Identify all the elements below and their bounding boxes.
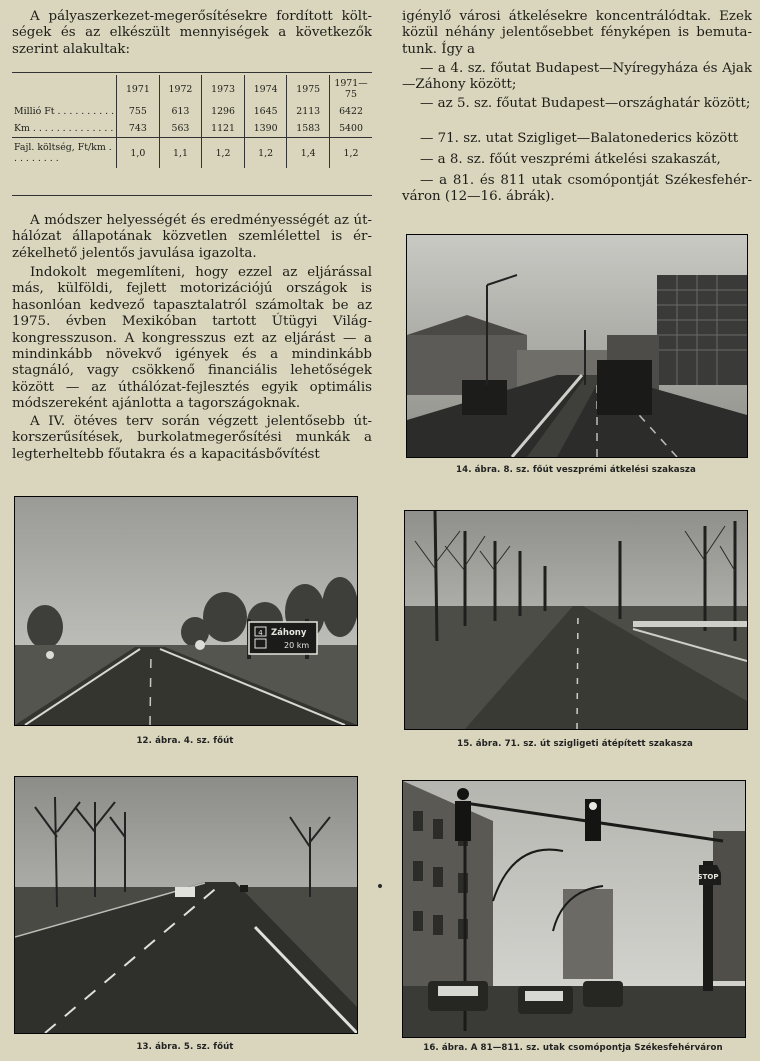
table-row bbox=[12, 103, 372, 120]
table-cell: 6422 bbox=[330, 103, 373, 120]
table-header-cell: 1971 bbox=[117, 75, 160, 103]
table-header-cell: 1975 bbox=[287, 75, 330, 103]
table-bottom-rule bbox=[12, 195, 372, 196]
sign-distance: 20 km bbox=[284, 641, 310, 650]
intro-paragraph: A pályaszerkezet-megerősítésekre fordított költségek és az elkészült mennyiségek a következők szerint alakultak: bbox=[12, 9, 372, 57]
figure-15-photo bbox=[404, 510, 748, 730]
table-header-cell: 1973 bbox=[202, 75, 245, 103]
figure-16-photo bbox=[402, 780, 746, 1038]
list-item: — a 81. és 811 utak csomópontját Székesfehérváron (12—16. ábrák). bbox=[402, 173, 752, 205]
print-speck bbox=[377, 883, 382, 888]
table-header-cell: 1974 bbox=[244, 75, 287, 103]
table-cell: 1390 bbox=[244, 120, 287, 138]
sign-route-number: 4 bbox=[258, 629, 263, 637]
table-row bbox=[12, 138, 372, 169]
paragraph-continuation: igénylő városi átkelésekre koncentrálódtak. Ezek közül néhány jelentősebbet fényképen is bemutatunk. Így a bbox=[402, 9, 752, 57]
table-cell: 1296 bbox=[202, 103, 245, 120]
table-cell: 1,1 bbox=[159, 138, 202, 169]
table-cell: 2113 bbox=[287, 103, 330, 120]
table-cell: 613 bbox=[159, 103, 202, 120]
list-item: — a 4. sz. főutat Budapest—Nyíregyháza és Ajak—Záhony között; bbox=[402, 61, 752, 93]
figure-12-caption: 12. ábra. 4. sz. főút bbox=[136, 736, 234, 746]
table-cell: 5400 bbox=[330, 120, 373, 138]
table-header-cell: 1972 bbox=[159, 75, 202, 103]
table-cell: 1,4 bbox=[287, 138, 330, 169]
figure-12-photo bbox=[14, 496, 358, 726]
table-cell: 1,2 bbox=[244, 138, 287, 169]
figure-14-caption: 14. ábra. 8. sz. főút veszprémi átkelési szakasza bbox=[456, 465, 696, 475]
figure-15-caption: 15. ábra. 71. sz. út szigligeti átépített szakasza bbox=[457, 739, 693, 749]
table-cell: 1,0 bbox=[117, 138, 160, 169]
paragraph-congress: Indokolt megemlíteni, hogy ezzel az eljárással más, külföldi, fejlett motorizációjú országok is hasonlóan kedvező tapasztalatról számoltak be az 1975. évben Mexikóban tartott Útügyi Világkongresszuson. A kongresszus ezt az eljárást — a mindinkább növekvő igények és a mindinkább stagnáló, vagy csökkenő financiális lehetőségek között — az úthálózat-fejlesztés egyik optimális módszereként ajánlotta a tagországoknak. bbox=[12, 265, 372, 412]
table-cell: 563 bbox=[159, 120, 202, 138]
table-header-cell: 1971—75 bbox=[330, 75, 373, 103]
table-cell: 1121 bbox=[202, 120, 245, 138]
figure-16-caption: 16. ábra. A 81—811. sz. utak csomópontja Székesfehérváron bbox=[423, 1043, 723, 1053]
row-label: Fajl. költség, Ft/km . . . . . . . . . bbox=[14, 142, 112, 164]
figure-13-caption: 13. ábra. 5. sz. főút bbox=[136, 1042, 234, 1052]
list-item: — 71. sz. utat Szigliget—Balatonederics között bbox=[420, 131, 739, 146]
list-item: — az 5. sz. főutat Budapest—országhatár között; bbox=[420, 96, 751, 111]
row-label: Km . . . . . . . . . . . . . . bbox=[12, 120, 117, 138]
sign-town: Záhony bbox=[271, 628, 307, 638]
table-cell: 1583 bbox=[287, 120, 330, 138]
figure-14-photo bbox=[406, 234, 748, 458]
table-top-rule bbox=[12, 72, 372, 73]
table-cell: 1,2 bbox=[202, 138, 245, 169]
figure-13-photo bbox=[14, 776, 358, 1034]
row-label: Millió Ft . . . . . . . . . . bbox=[14, 106, 115, 117]
table-cell: 755 bbox=[117, 103, 160, 120]
table-header-row bbox=[12, 75, 372, 103]
table-cell: 743 bbox=[117, 120, 160, 138]
paragraph-plan: A IV. ötéves terv során végzett jelentősebb útkorszerűsítések, burkolatmegerősítési munkák a legterheltebb főutakra és a kapacitásbővítést bbox=[12, 414, 372, 462]
table-row bbox=[12, 120, 372, 138]
table-header-cell bbox=[12, 75, 117, 103]
list-item: — a 8. sz. főút veszprémi átkelési szakaszát, bbox=[420, 152, 721, 167]
table-cell: 1645 bbox=[244, 103, 287, 120]
table-cell: 1,2 bbox=[330, 138, 373, 169]
paragraph-method: A módszer helyességét és eredményességét az úthálózat állapotának közvetlen szemlélettel is érzékelhető jelentős javulása igazolta. bbox=[12, 213, 372, 261]
cost-table bbox=[12, 75, 372, 168]
stop-sign-text: STOP bbox=[697, 873, 719, 881]
